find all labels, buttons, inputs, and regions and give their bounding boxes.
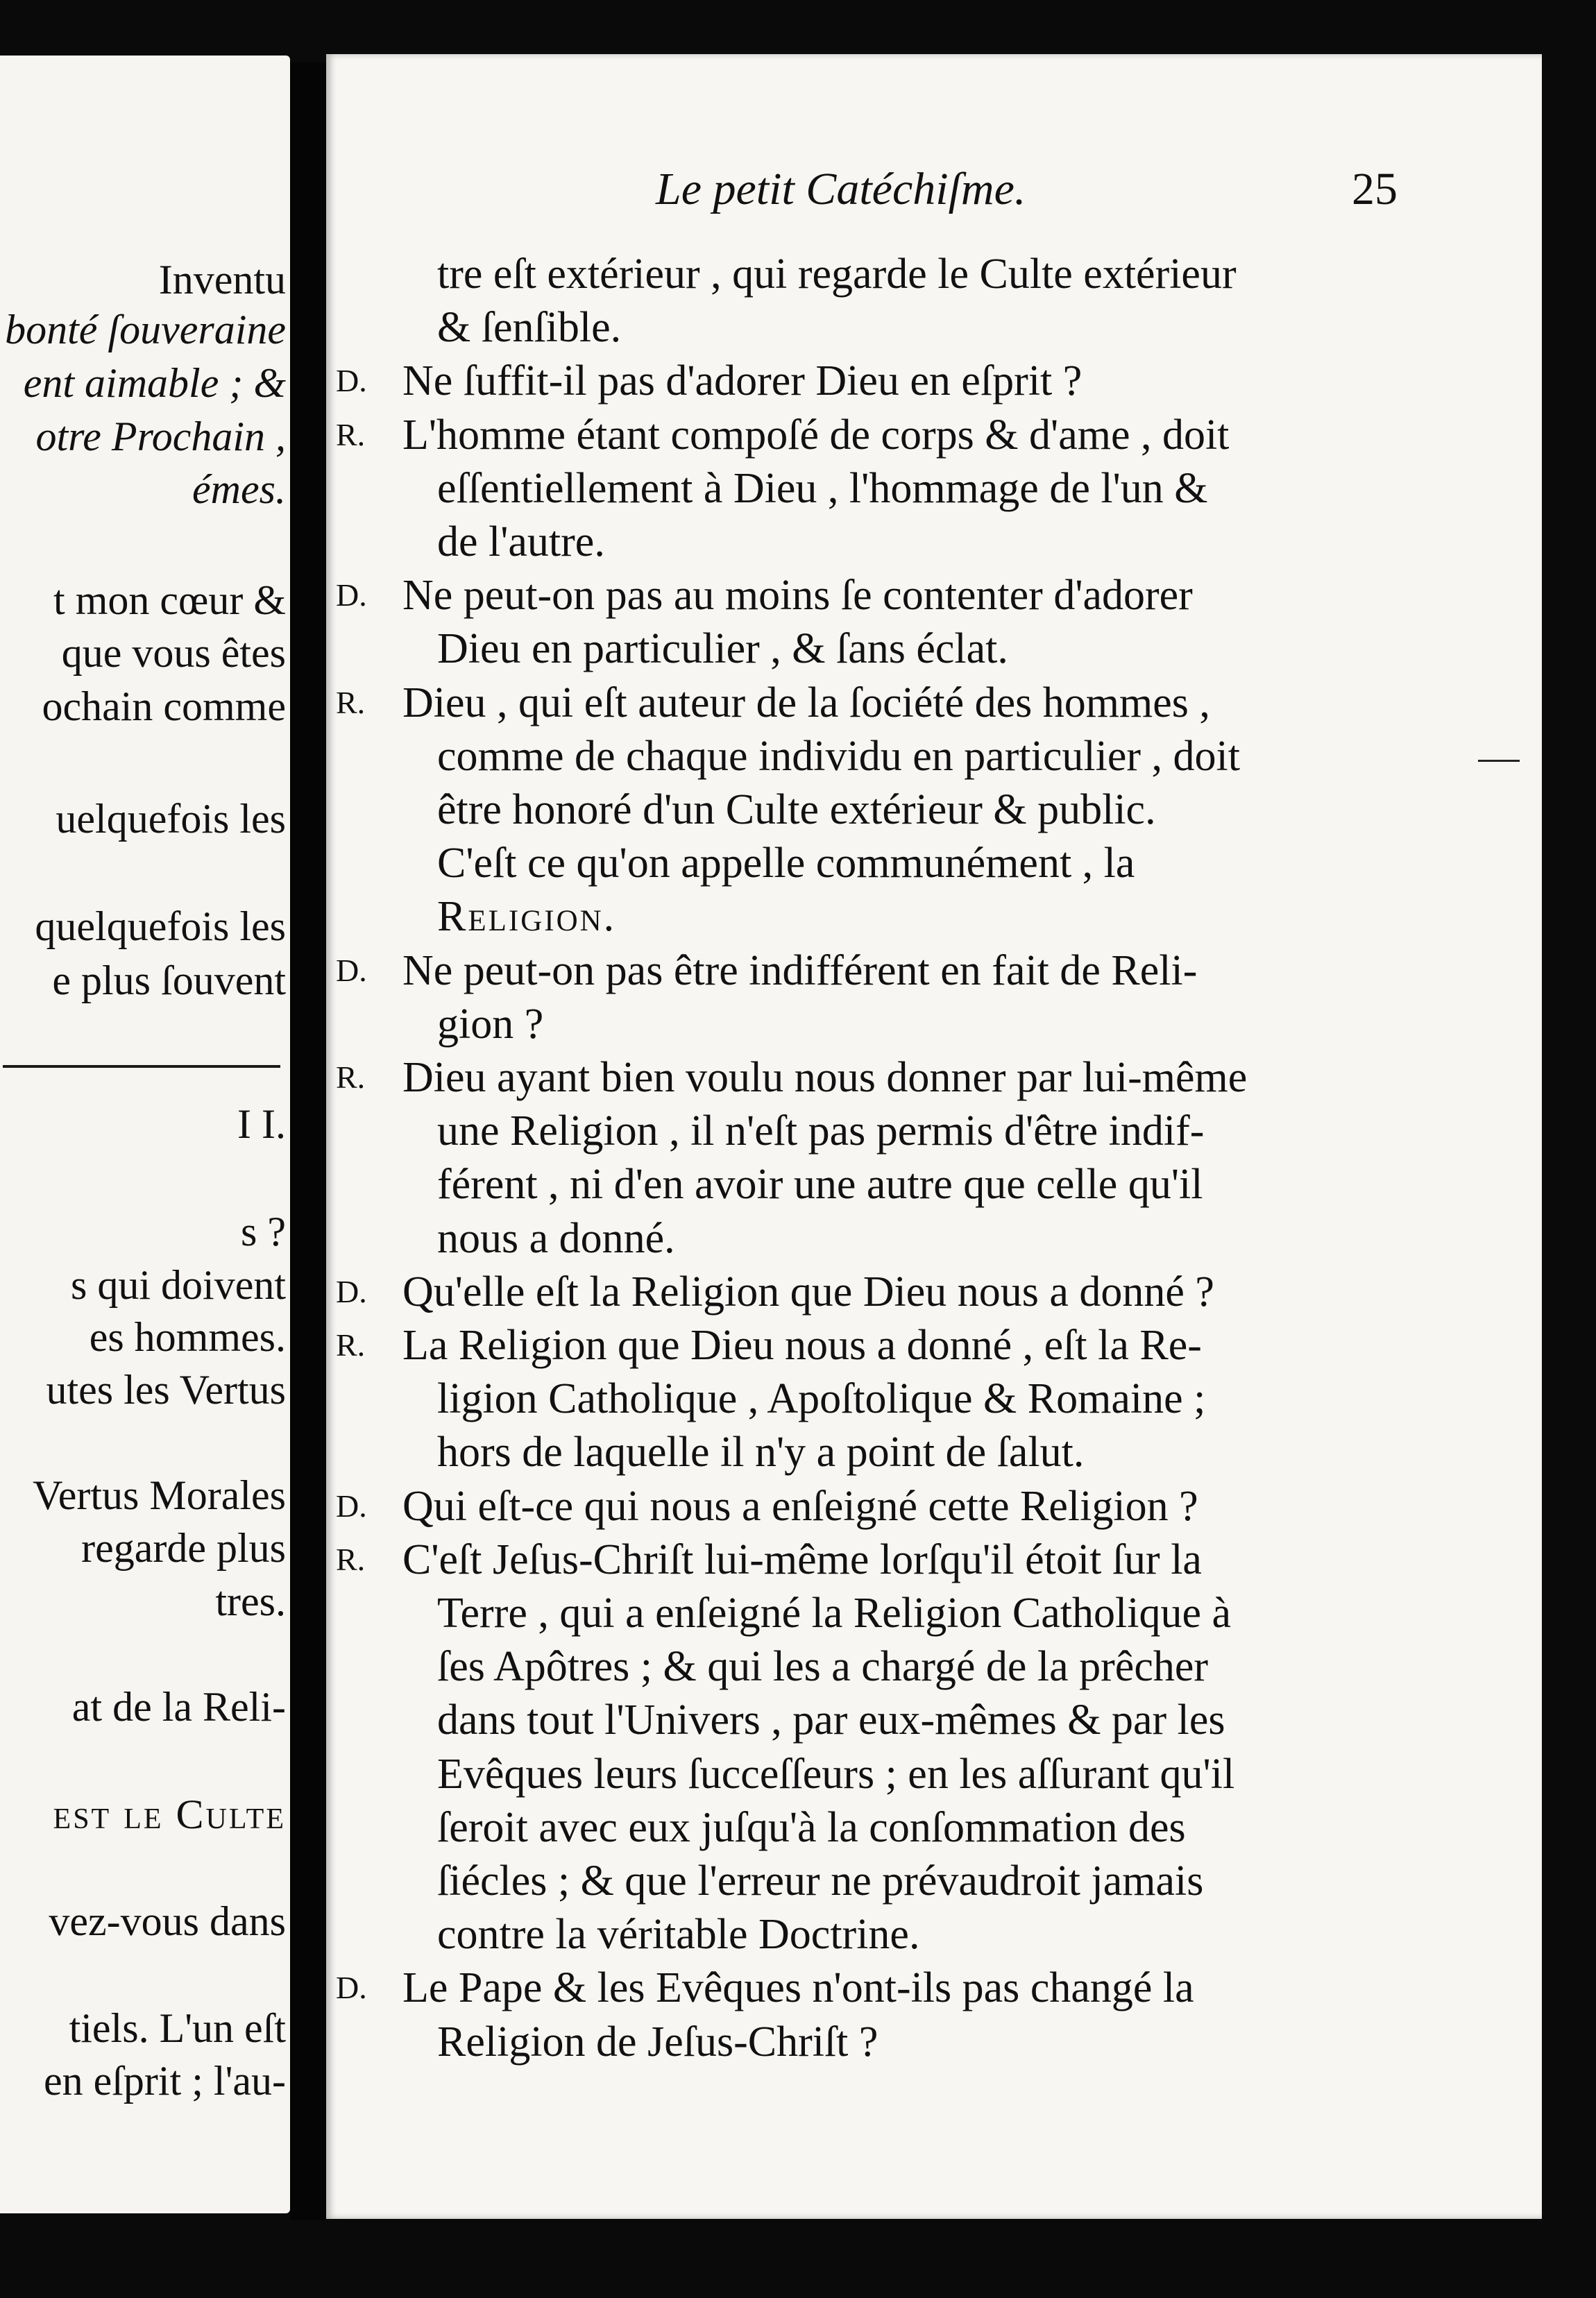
- text-line: Dieu en particulier , & ſans éclat.: [437, 625, 1008, 672]
- text-line: Qui eſt-ce qui nous a enſeigné cette Religion ?: [402, 1483, 1198, 1530]
- text-line: une Religion , il n'eſt pas permis d'être indif-: [437, 1107, 1205, 1155]
- text-line: comme de chaque individu en particulier , doit: [437, 733, 1240, 780]
- left-fragment: es hommes.: [89, 1314, 286, 1360]
- left-fragment: s ?: [241, 1209, 286, 1254]
- text-line: C'eſt Jeſus-Chriſt lui-même lorſqu'il étoit ſur la: [402, 1536, 1202, 1583]
- question-marker: D.: [336, 953, 367, 988]
- text-line: tre eſt extérieur , qui regarde le Culte extérieur: [437, 250, 1237, 298]
- text-line: ſiécles ; & que l'erreur ne prévaudroit jamais: [437, 1857, 1204, 1905]
- question-marker: D.: [336, 1970, 367, 2005]
- left-fragment: at de la Reli-: [71, 1684, 286, 1730]
- left-fragment: vez-vous dans: [49, 1898, 286, 1944]
- text-line: ligion Catholique , Apoſtolique & Romaine ;: [437, 1375, 1206, 1422]
- text-line: Religion de Jeſus-Chriſt ?: [437, 2018, 878, 2066]
- section-rule: [3, 1065, 280, 1068]
- left-page-fragment: [0, 56, 290, 2213]
- left-fragment: en eſprit ; l'au-: [43, 2058, 286, 2104]
- text-line: La Religion que Dieu nous a donné , eſt la Re-: [402, 1322, 1202, 1369]
- text-line: Religion.: [437, 893, 617, 940]
- question-marker: D.: [336, 1274, 367, 1309]
- left-fragment: quelquefois les: [35, 903, 286, 949]
- text-line: hors de laquelle il n'y a point de ſalut.: [437, 1429, 1085, 1476]
- left-fragment: t mon cœur &: [53, 577, 286, 623]
- answer-marker: R.: [336, 685, 366, 720]
- text-line: ſes Apôtres ; & qui les a chargé de la prêcher: [437, 1643, 1209, 1690]
- book-gutter: [290, 62, 326, 2220]
- answer-marker: R.: [336, 417, 366, 452]
- text-line: Qu'elle eſt la Religion que Dieu nous a donné ?: [402, 1268, 1214, 1316]
- left-fragment: Vertus Morales: [33, 1472, 286, 1518]
- question-marker: D.: [336, 1488, 367, 1524]
- text-line: Terre , qui a enſeigné la Religion Catholique à: [437, 1590, 1232, 1637]
- text-line: être honoré d'un Culte extérieur & public.: [437, 786, 1156, 833]
- left-fragment: regarde plus: [81, 1525, 286, 1571]
- question-marker: D.: [336, 577, 367, 613]
- left-fragment: eſt le Culte: [53, 1791, 286, 1837]
- text-line: dans tout l'Univers , par eux-mêmes & par les: [437, 1696, 1225, 1744]
- text-line: Ne peut-on pas être indifférent en fait de Reli-: [402, 947, 1198, 994]
- answer-marker: R.: [336, 1542, 366, 1577]
- left-fragment: ochain comme: [42, 683, 286, 729]
- answer-marker: R.: [336, 1059, 366, 1095]
- text-line: contre la véritable Doctrine.: [437, 1911, 920, 1958]
- question-marker: D.: [336, 363, 367, 398]
- left-fragment: ent aimable ; &: [23, 360, 286, 406]
- left-fragment: bonté ſouveraine: [5, 307, 286, 352]
- left-fragment: I I.: [237, 1101, 286, 1147]
- left-fragment: tres.: [215, 1578, 286, 1624]
- text-line: férent , ni d'en avoir une autre que celle qu'il: [437, 1161, 1203, 1208]
- text-line: Le Pape & les Evêques n'ont-ils pas changé la: [402, 1964, 1194, 2011]
- text-line: L'homme étant compoſé de corps & d'ame , doit: [402, 411, 1230, 459]
- text-line: C'eſt ce qu'on appelle communément , la: [437, 840, 1135, 887]
- text-line: ſeroit avec eux juſqu'à la conſommation des: [437, 1804, 1186, 1851]
- left-fragment: uelquefois les: [56, 796, 286, 842]
- left-fragment: e plus ſouvent: [52, 958, 286, 1003]
- right-page: [326, 54, 1542, 2219]
- left-fragment: émes.: [192, 466, 286, 512]
- left-fragment: Inventu: [158, 257, 286, 303]
- text-line: gion ?: [437, 1001, 544, 1048]
- text-line: Evêques leurs ſucceſſeurs ; en les aſſurant qu'il: [437, 1751, 1235, 1798]
- left-fragment: tiels. L'un eſt: [69, 2005, 286, 2051]
- left-fragment: utes les Vertus: [46, 1367, 286, 1413]
- text-line: Ne peut-on pas au moins ſe contenter d'adorer: [402, 572, 1193, 619]
- running-title: Le petit Catéchiſme.: [656, 164, 1026, 214]
- left-fragment: otre Prochain ,: [35, 414, 286, 459]
- answer-marker: R.: [336, 1327, 366, 1363]
- page-header: [326, 158, 1417, 221]
- page-number: 25: [1352, 164, 1398, 214]
- text-line: Dieu ayant bien voulu nous donner par lui-même: [402, 1054, 1248, 1101]
- left-fragment: que vous êtes: [61, 630, 286, 676]
- text-line: & ſenſible.: [437, 304, 622, 351]
- text-line: Ne ſuffit-il pas d'adorer Dieu en eſprit ?: [402, 357, 1083, 405]
- text-line: de l'autre.: [437, 518, 605, 565]
- margin-mark: [1478, 760, 1520, 762]
- text-line: nous a donné.: [437, 1215, 675, 1262]
- text-line: Dieu , qui eſt auteur de la ſociété des hommes ,: [402, 679, 1210, 726]
- left-fragment: s qui doivent: [71, 1262, 286, 1308]
- text-line: eſſentiellement à Dieu , l'hommage de l'un &: [437, 465, 1208, 512]
